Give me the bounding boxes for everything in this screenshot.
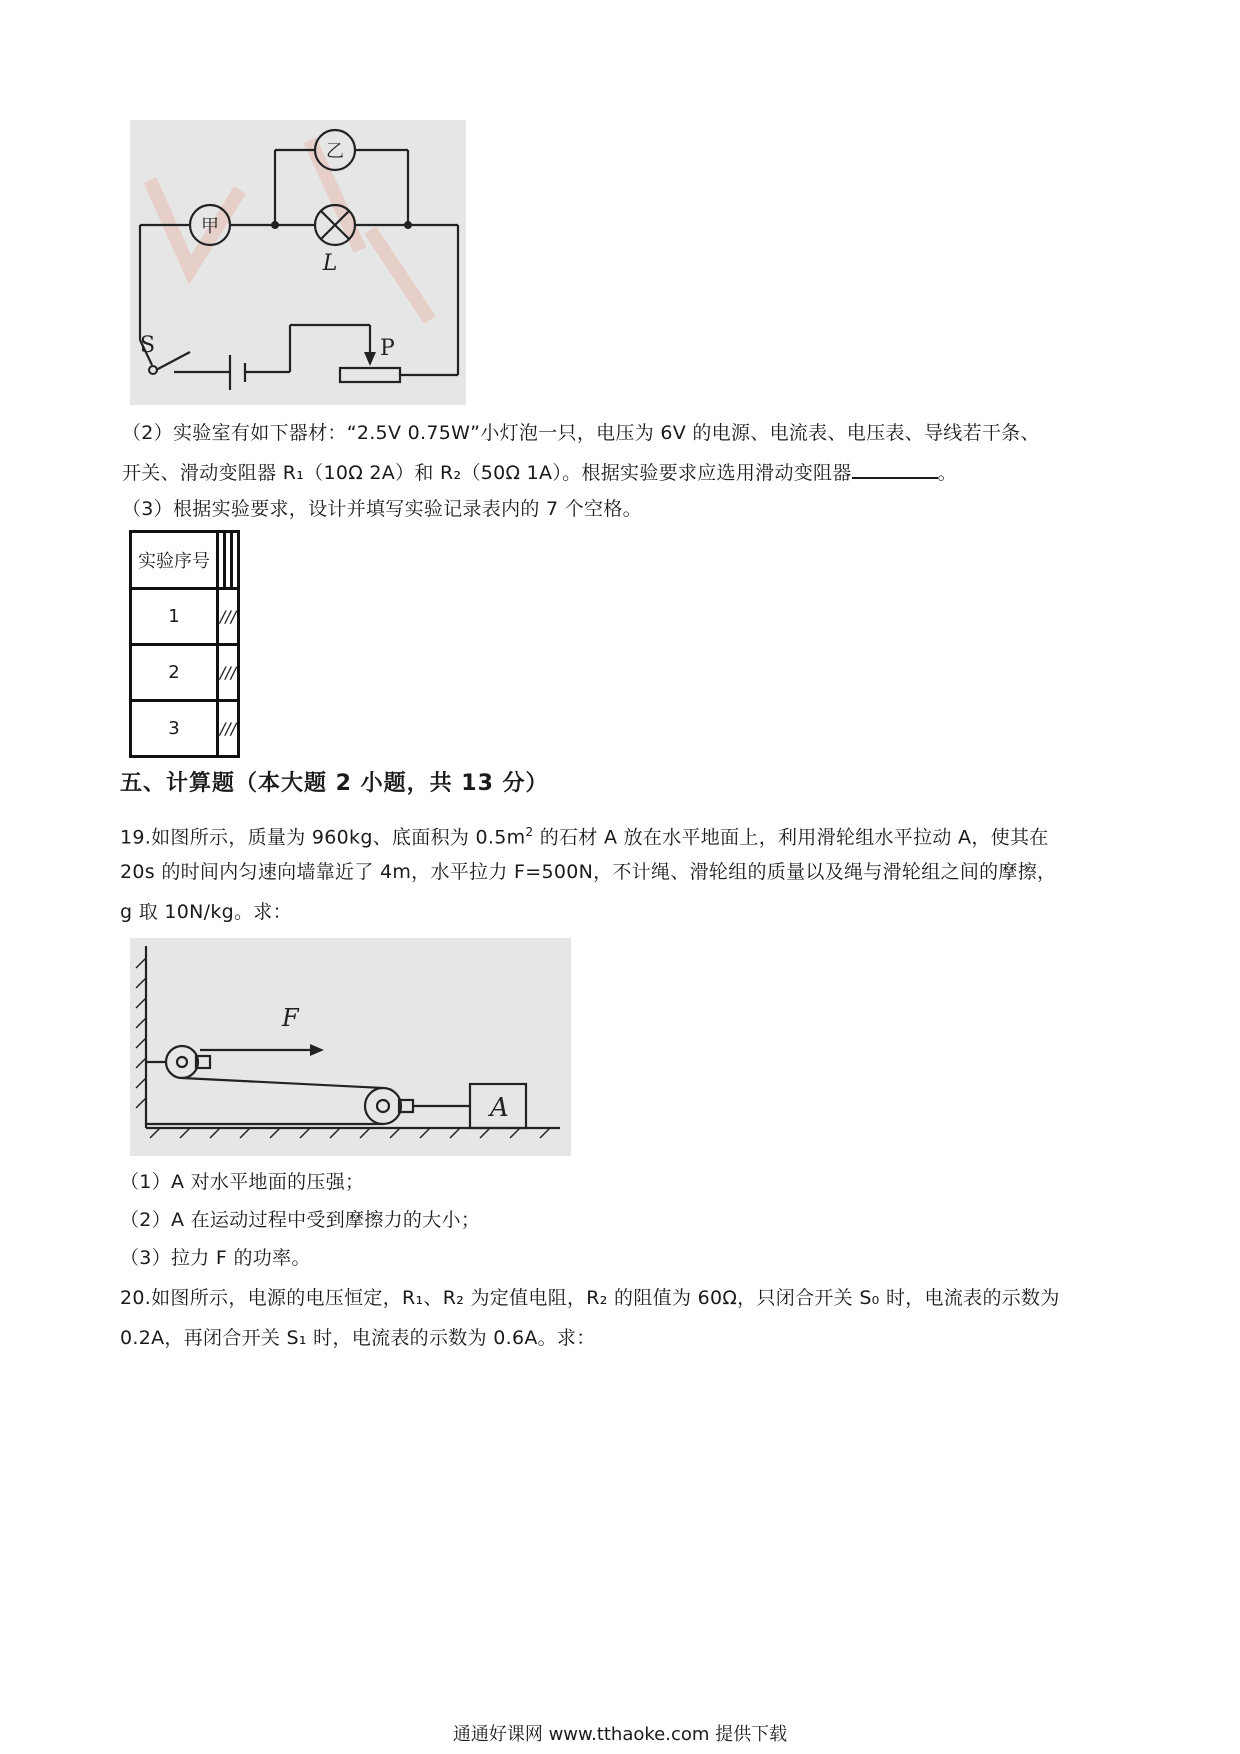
q19-sub2: （2）A 在运动过程中受到摩擦力的大小； <box>120 1209 481 1231</box>
q18-part2-line1: （2）实验室有如下器材：“2.5V 0.75W”小灯泡一只，电压为 6V 的电源、电流表、电压表、导线若干条、 <box>122 422 1040 444</box>
q18-part2-text: 开关、滑动变阻器 R₁（10Ω 2A）和 R₂（50Ω 1A）。根据实验要求应选用滑动变阻器 <box>122 462 852 484</box>
pulley-figure <box>130 938 571 1156</box>
q19-line2: 20s 的时间内匀速向墙靠近了 4m，水平拉力 F=500N，不计绳、滑轮组的质量以及绳与滑轮组之间的摩擦， <box>120 861 1057 883</box>
q18-part2-line2 <box>122 457 957 487</box>
q19-line3: g 取 10N/kg。求： <box>120 901 292 923</box>
q20-line1: 20.如图所示，电源的电压恒定，R₁、R₂ 为定值电阻，R₂ 的阻值为 60Ω，只闭合开关 S₀ 时，电流表的示数为 <box>120 1287 1060 1309</box>
q18-part2-end: 。 <box>937 462 957 484</box>
table-slash-2: /// <box>218 645 239 701</box>
q19-sub1: （1）A 对水平地面的压强； <box>120 1171 365 1193</box>
circuit-figure <box>130 120 466 405</box>
section-heading: 五、计算题（本大题 2 小题，共 13 分） <box>120 771 549 796</box>
table-row-3: 3 <box>131 701 218 757</box>
table-slash-1: /// <box>218 589 239 645</box>
table-slash-3: /// <box>218 701 239 757</box>
q19-sub3: （3）拉力 F 的功率。 <box>120 1247 311 1269</box>
answer-blank[interactable] <box>852 457 938 479</box>
slider-label: P <box>380 336 395 361</box>
pulley-diagram <box>130 938 571 1156</box>
lamp-label: L <box>322 251 338 276</box>
record-table <box>129 530 240 758</box>
table-header: 实验序号 <box>131 532 218 589</box>
table-row-2: 2 <box>131 645 218 701</box>
q19-line1-b: 的石材 A 放在水平地面上，利用滑轮组水平拉动 A，使其在 <box>533 826 1049 849</box>
q19-line1-a: 19.如图所示，质量为 960kg、底面积为 0.5m <box>120 826 526 849</box>
meter-yi-label: 乙 <box>326 141 344 162</box>
force-label: F <box>282 1004 299 1032</box>
q19-line1 <box>120 818 1049 851</box>
switch-label: S <box>140 333 156 358</box>
block-label: A <box>490 1093 509 1123</box>
q18-part3: （3）根据实验要求，设计并填写实验记录表内的 7 个空格。 <box>122 498 642 520</box>
meter-jia-label: 甲 <box>201 216 219 237</box>
q20-line2: 0.2A，再闭合开关 S₁ 时，电流表的示数为 0.6A。求： <box>120 1327 596 1349</box>
table-row-1: 1 <box>131 589 218 645</box>
page-footer: 通通好课网 www.tthaoke.com 提供下载 <box>452 1724 788 1745</box>
circuit-diagram <box>130 120 466 405</box>
q19-sup: 2 <box>525 825 534 839</box>
